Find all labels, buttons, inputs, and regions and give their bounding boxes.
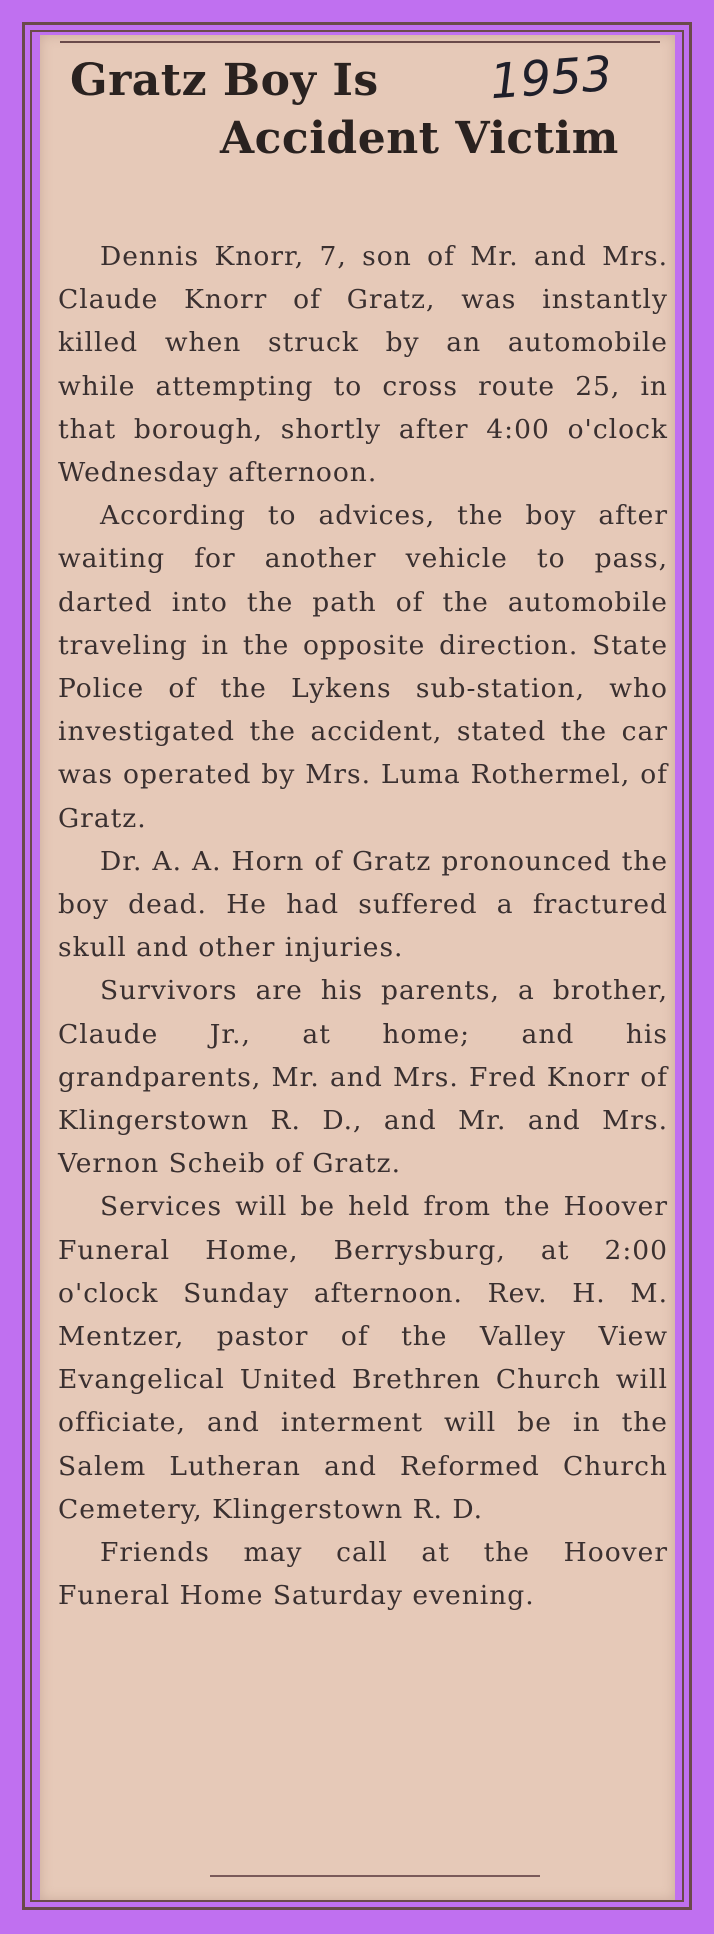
article-body xyxy=(58,235,668,1618)
headline-line-1: Gratz Boy Is xyxy=(70,55,379,106)
paragraph-6: Friends may call at the Hoover Funeral Home Saturday evening. xyxy=(58,1537,668,1612)
handwritten-year: 1953 xyxy=(488,45,614,111)
paragraph-3: Dr. A. A. Horn of Gratz pronounced the boy dead. He had suffered a fractured skull and other injuries. xyxy=(58,845,668,964)
paragraph-5: Services will be held from the Hoover Funeral Home, Berrysburg, at 2:00 o'clock Sunday afternoon. Rev. H. M. Mentzer, pastor of the Valley View Evangelical United Brethren Church will officiate, and interment will be in the Salem Lutheran and Reformed Church Cemetery, Klingerstown R. D. xyxy=(58,1191,668,1525)
headline-line-2: Accident Victim xyxy=(220,113,619,164)
top-rule xyxy=(60,41,660,43)
paragraph-4: Survivors are his parents, a brother, Claude Jr., at home; and his grandparents, Mr. and Mrs. Fred Knorr of Klingerstown R. D., and Mr. and Mrs. Vernon Scheib of Gratz. xyxy=(58,975,668,1180)
paragraph-1: Dennis Knorr, 7, son of Mr. and Mrs. Claude Knorr of Gratz, was instantly killed when struck by an automobile while attempting to cross route 25, in that borough, shortly after 4:00 o'clock Wednesday afternoon. xyxy=(58,241,668,489)
bottom-rule xyxy=(210,1875,540,1877)
newspaper-clipping xyxy=(40,35,675,1900)
paragraph-2: According to advices, the boy after waiting for another vehicle to pass, darted into the path of the automobile traveling in the opposite direction. State Police of the Lykens sub-station, who investigated the accident, stated the car was operated by Mrs. Luma Rothermel, of Gratz. xyxy=(58,500,668,834)
